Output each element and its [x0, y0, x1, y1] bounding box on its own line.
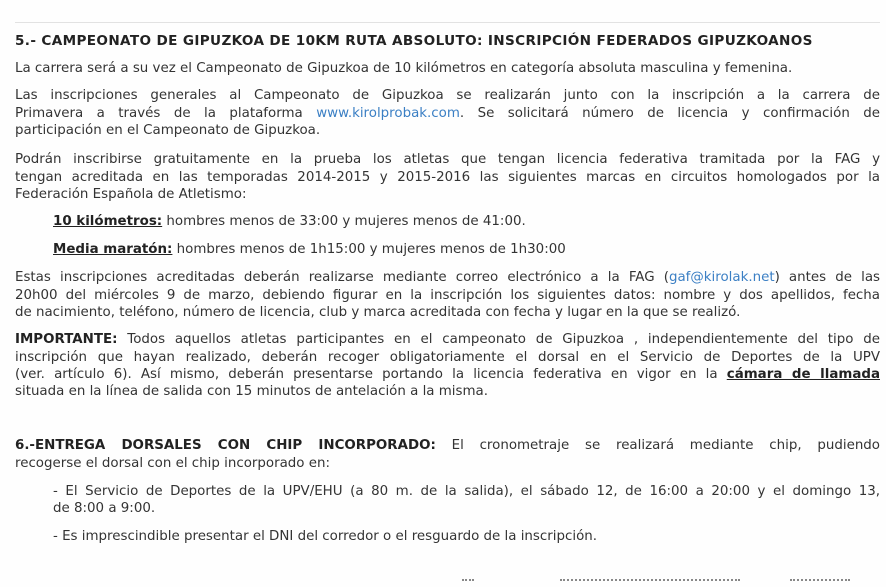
section-5-title: 5.- CAMPEONATO DE GIPUZKOA DE 10KM RUTA ABSOLUTO: INSCRIPCIÓN FEDERADOS GIPUZKOANOS [15, 33, 813, 49]
eligibility-paragraph-line: Federación Española de Atletismo: [15, 187, 247, 202]
registration-paragraph-line: participación en el Campeonato de Gipuzkoa. [15, 123, 321, 138]
divider [15, 22, 880, 23]
section-6-title: 6.-ENTREGA DORSALES CON CHIP INCORPORADO: [15, 438, 436, 453]
registration-paragraph-line: Primavera a través de la plataforma www.kirolprobak.com. Se solicitará número de licencia y confirmación de [15, 106, 880, 121]
important-paragraph-line: inscripción que hayan realizado, deberán recoger obligatoriamente el dorsal en el Servicio de Deportes de la UPV [15, 350, 880, 365]
important-label: IMPORTANTE: [15, 332, 118, 347]
kirolprobak-link[interactable]: www.kirolprobak.com [316, 106, 460, 121]
cut-off-text [462, 579, 474, 586]
email-paragraph-line: Estas inscripciones acreditadas deberán realizarse mediante correo electrónico a la FAG (gaf@kirolak.net) antes de las [15, 270, 881, 285]
important-paragraph-line: (ver. artículo 6). Así mismo, deberán presentarse portando la licencia federativa en vigor en la cámara de llamada [15, 367, 880, 382]
list-item-continuation: de 8:00 a 9:00. [53, 501, 156, 516]
important-paragraph-line: IMPORTANTE: Todos aquellos atletas participantes en el campeonato de Gipuzkoa , independientemente del tipo de [15, 332, 880, 347]
section-6-heading-line: 6.-ENTREGA DORSALES CON CHIP INCORPORADO: El cronometraje se realizará mediante chip, pudiendo [15, 438, 880, 453]
list-item: - Es imprescindible presentar el DNI del corredor o el resguardo de la inscripción. [53, 529, 598, 544]
mark-10km: 10 kilómetros: hombres menos de 33:00 y mujeres menos de 41:00. [53, 214, 526, 229]
email-paragraph-line: de nacimiento, teléfono, número de licencia, club y marca acreditada con fecha y lugar en la que se realizó. [15, 305, 741, 320]
eligibility-paragraph-line: Podrán inscribirse gratuitamente en la prueba los atletas que tengan licencia federativa tramitada por la FAG y [15, 152, 880, 167]
cut-off-text [560, 579, 740, 586]
section-5-intro: La carrera será a su vez el Campeonato de Gipuzkoa de 10 kilómetros en categoría absoluta masculina y femenina. [15, 61, 793, 76]
email-paragraph-line: 20h00 del miércoles 9 de marzo, debiendo figurar en la inscripción los siguientes datos: nombre y dos apellidos, fecha [15, 288, 880, 303]
fag-email-link[interactable]: gaf@kirolak.net [668, 270, 775, 285]
registration-paragraph-line: Las inscripciones generales al Campeonato de Gipuzkoa se realizarán junto con la inscripción a la carrera de [15, 88, 880, 103]
call-room-link[interactable]: cámara de llamada [726, 367, 880, 382]
important-paragraph-line: situada en la línea de salida con 15 minutos de antelación a la misma. [15, 384, 488, 399]
cut-off-text [790, 579, 850, 586]
list-item: - El Servicio de Deportes de la UPV/EHU (a 80 m. de la salida), el sábado 12, de 16:00 a 20:00 y el domingo 13, [53, 484, 880, 499]
eligibility-paragraph-line: tengan acreditada en las temporadas 2014-2015 y 2015-2016 las siguientes marcas en circuitos homologados por la [15, 170, 880, 185]
mark-half-marathon: Media maratón: hombres menos de 1h15:00 y mujeres menos de 1h30:00 [53, 242, 566, 257]
section-6-line: recogerse el dorsal con el chip incorporado en: [15, 456, 330, 471]
